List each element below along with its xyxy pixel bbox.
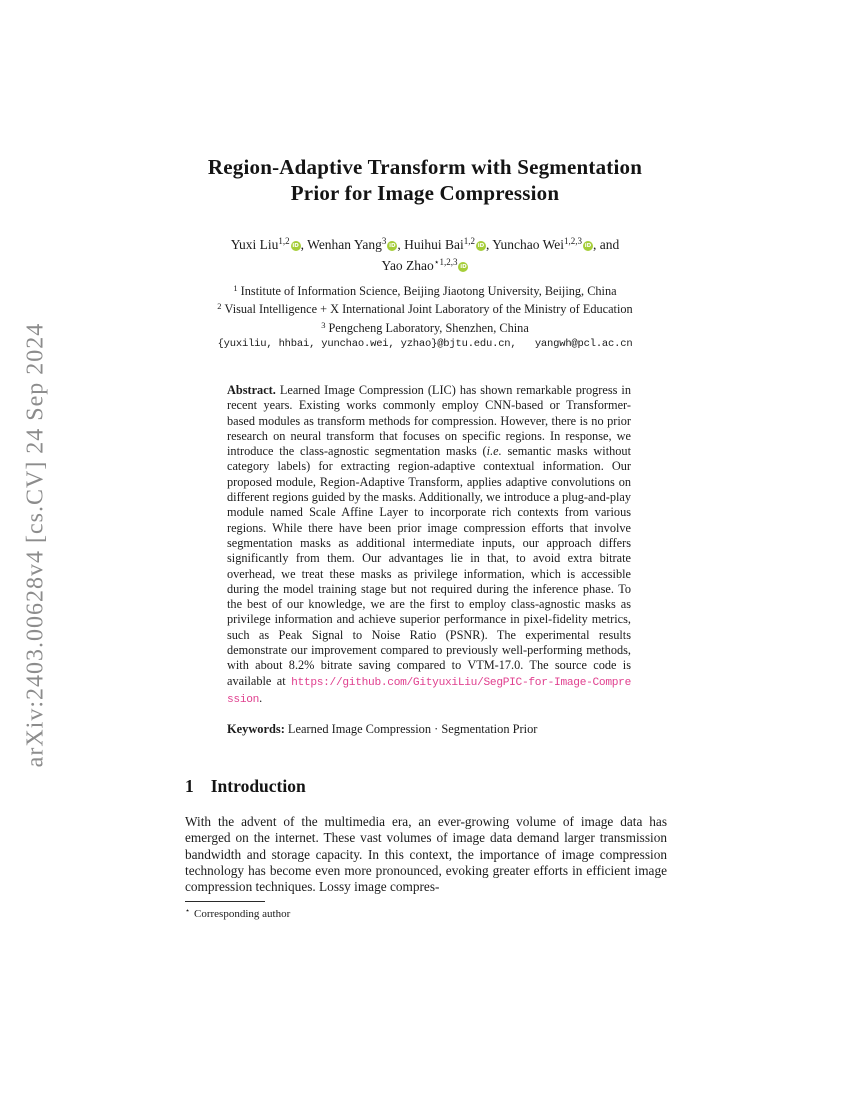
abstract-text-end: . bbox=[259, 690, 263, 705]
author-affil-sup: 1,2,3 bbox=[563, 236, 582, 246]
author-name: Yuxi Liu bbox=[230, 237, 279, 252]
keywords-line bbox=[227, 722, 631, 737]
author-affil-sup: 1,2 bbox=[278, 236, 290, 246]
author-emails: {yuxiliu, hhbai, yunchao.wei, yzhao}@bjtu.edu.cn, yangwh@pcl.ac.cn bbox=[217, 338, 633, 351]
footnote-line bbox=[185, 906, 667, 920]
footnote-rule bbox=[185, 901, 265, 902]
affiliations bbox=[85, 281, 765, 353]
abstract-section bbox=[227, 383, 631, 738]
affiliation-text: Institute of Information Science, Beijing Jiaotong University, Beijing, China bbox=[240, 284, 617, 298]
abstract-paragraph bbox=[227, 383, 631, 708]
abstract-text: semantic masks without category labels) for extracting region-adaptive contextual information. Our proposed module, Region-Adaptive Transform, applies adaptive convolutions on different regions guided by the masks. Additionally, we introduce a plug-and-play module named Scale Affine Layer to incorporate rich contexts from various regions. While there have been prior image compression efforts that involve segmentation masks as additional intermediate inputs, our approach differs significantly from them. Our advantages lie in that, to avoid extra bitrate overhead, we treat these masks as privilege information, which is accessible during the model training stage but not required during the inference phase. To the best of our knowledge, we are the first to employ class-agnostic masks as privilege information and achieve superior performance in pixel-fidelity metrics, such as Peak Signal to Noise Ratio (PSNR). The experimental results demonstrate our improvement compared to previously well-performing methods, with about 8.2% bitrate saving compared to VTM-17.0. The source code is available at bbox=[227, 444, 631, 688]
keywords-label: Keywords: bbox=[227, 722, 285, 737]
arxiv-watermark: arXiv:2403.00628v4 [cs.CV] 24 Sep 2024 bbox=[22, 322, 49, 768]
author-separator: , and bbox=[592, 237, 620, 252]
author-name: Wenhan Yang bbox=[307, 237, 382, 252]
paper-title-line2: Prior for Image Compression bbox=[290, 181, 560, 205]
author-affil-sup: 1,2 bbox=[463, 236, 475, 246]
affiliation-1 bbox=[85, 281, 765, 299]
paper-title bbox=[105, 154, 745, 206]
orcid-icon[interactable]: iD bbox=[477, 243, 485, 249]
author-separator: , bbox=[397, 237, 405, 252]
introduction-section bbox=[185, 776, 667, 896]
abstract-italic-term: i.e. bbox=[486, 444, 502, 459]
affiliation-text: Pengcheng Laboratory, Shenzhen, China bbox=[328, 320, 529, 335]
footnote-marker: ⋆ bbox=[185, 906, 191, 915]
author-line-2 bbox=[85, 254, 765, 275]
paper-title-line1: Region-Adaptive Transform with Segmentation bbox=[207, 155, 643, 179]
orcid-icon[interactable]: iD bbox=[584, 243, 592, 249]
abstract-text: Learned Image Compression (LIC) has shown remarkable progress in recent years. Existing works commonly employ CNN-based or Transformer-based modules as transform methods for compression. However, there is no prior research on neural transform that focuses on specific regions. In response, we introduce the class-agnostic segmentation masks ( bbox=[227, 383, 631, 459]
introduction-paragraph: With the advent of the multimedia era, an ever-growing volume of image data has emerged on the internet. These vast volumes of image data demand larger transmission bandwidth and storage capacity. In this context, the importance of image compression technology has become even more pronounced, evoking greater efforts in efficient image compression techniques. Lossy image compres- bbox=[185, 814, 667, 895]
footnote bbox=[185, 901, 667, 920]
author-line-1 bbox=[85, 233, 765, 254]
orcid-icon[interactable]: iD bbox=[389, 243, 396, 249]
affiliation-sup: 3 bbox=[321, 319, 326, 330]
author-name: Yunchao Wei bbox=[492, 237, 564, 252]
affiliation-sup: 2 bbox=[217, 301, 222, 312]
author-name: Huihui Bai bbox=[404, 237, 464, 252]
affiliation-2 bbox=[85, 299, 765, 317]
author-affil-sup: 3 bbox=[381, 236, 387, 246]
footnote-text: Corresponding author bbox=[194, 908, 291, 920]
author-list bbox=[85, 233, 765, 274]
orcid-icon[interactable]: iD bbox=[460, 263, 467, 270]
affiliation-3 bbox=[85, 318, 765, 336]
author-separator: , bbox=[300, 237, 308, 252]
affiliation-sup: 1 bbox=[233, 283, 238, 293]
author-name: Yao Zhao bbox=[381, 257, 434, 273]
abstract-label: Abstract. bbox=[227, 383, 276, 397]
section-heading bbox=[185, 776, 667, 797]
author-affil-sup: ⋆1,2,3 bbox=[433, 256, 458, 267]
section-number: 1 bbox=[185, 776, 194, 796]
affiliation-text: Visual Intelligence + X International Joint Laboratory of the Ministry of Education bbox=[224, 302, 633, 317]
keywords-text: Learned Image Compression · Segmentation Prior bbox=[284, 722, 538, 737]
section-title: Introduction bbox=[210, 776, 306, 796]
github-link[interactable]: https://github.com/GityuxiLiu/SegPIC-for-Image-Compression bbox=[227, 676, 631, 706]
author-separator: , bbox=[485, 237, 493, 252]
orcid-icon[interactable]: iD bbox=[292, 243, 299, 249]
